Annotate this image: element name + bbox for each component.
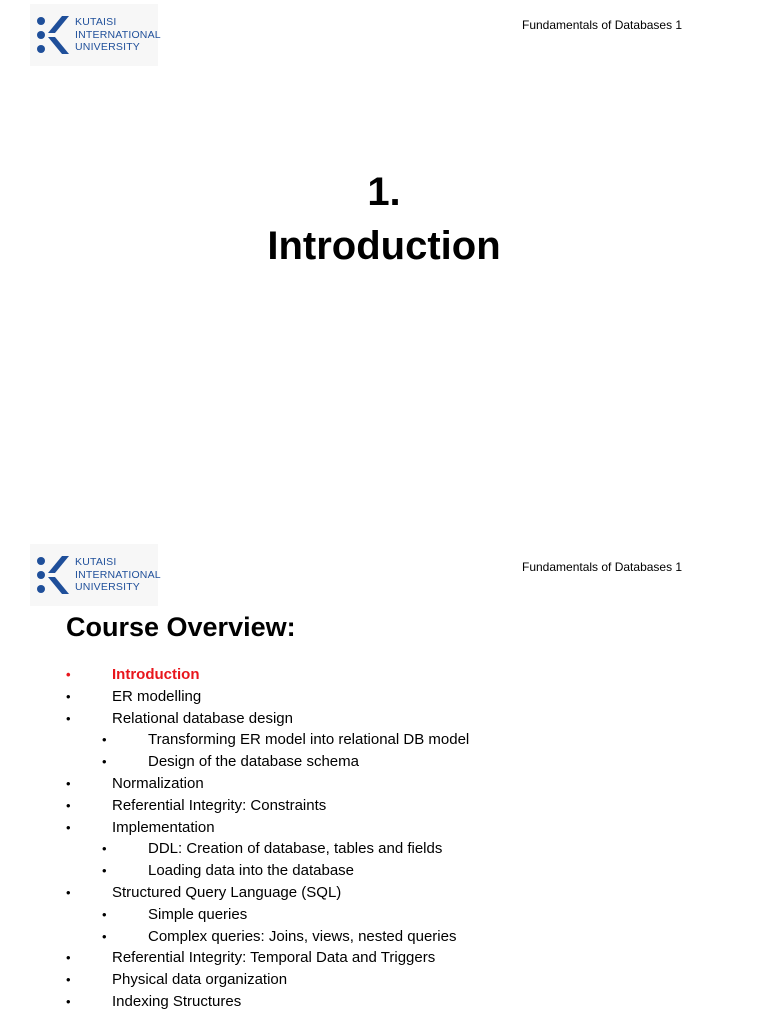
university-logo xyxy=(30,544,161,606)
bullet-icon: • xyxy=(66,667,71,682)
chapter-number: 1. xyxy=(367,170,401,214)
outline-item-text: Referential Integrity: Constraints xyxy=(112,796,327,814)
outline-item-text: Transforming ER model into relational DB model xyxy=(148,731,470,749)
kiu-logo-icon xyxy=(36,14,72,56)
outline-item-text: Implementation xyxy=(112,818,215,836)
bullet-icon: • xyxy=(102,754,107,770)
outline-item-text: ER modelling xyxy=(112,687,202,705)
logo-line-1: KUTAISI xyxy=(75,556,117,568)
course-name-header: Fundamentals of Databases 1 xyxy=(522,560,683,574)
logo-text xyxy=(75,556,161,594)
chapter-title: Introduction xyxy=(267,224,501,268)
logo-line-3: UNIVERSITY xyxy=(75,41,141,53)
outline-item-text: Introduction xyxy=(112,666,200,683)
bullet-icon: • xyxy=(102,906,107,922)
bullet-icon: • xyxy=(102,732,107,748)
bullet-icon: • xyxy=(66,993,71,1009)
logo-text xyxy=(75,16,161,54)
bullet-icon: • xyxy=(102,841,107,857)
bullet-icon: • xyxy=(66,972,71,988)
outline-item-text: Structured Query Language (SQL) xyxy=(112,883,342,901)
outline-item-text: Indexing Structures xyxy=(112,992,242,1010)
bullet-icon: • xyxy=(66,710,71,726)
logo-line-3: UNIVERSITY xyxy=(75,581,141,593)
slide-2 xyxy=(0,540,768,1024)
bullet-icon: • xyxy=(102,863,107,879)
course-overview-title: Course Overview: xyxy=(66,612,296,642)
university-logo xyxy=(30,4,161,66)
outline-item-text: Simple queries xyxy=(148,905,248,923)
outline-item-text: Loading data into the database xyxy=(148,862,355,880)
bullet-icon: • xyxy=(66,819,71,835)
bullet-icon: • xyxy=(66,797,71,813)
outline-item-text: Relational database design xyxy=(112,709,293,727)
kiu-logo-icon xyxy=(36,554,72,596)
outline-item-text: Physical data organization xyxy=(112,971,288,989)
bullet-icon: • xyxy=(66,688,71,704)
logo-line-2: INTERNATIONAL xyxy=(75,568,161,581)
outline-item-text: Referential Integrity: Temporal Data and Triggers xyxy=(112,949,436,967)
logo-line-1: KUTAISI xyxy=(75,16,117,28)
logo-line-2: INTERNATIONAL xyxy=(75,28,161,41)
course-name-header: Fundamentals of Databases 1 xyxy=(522,18,683,32)
outline-item-text: Complex queries: Joins, views, nested queries xyxy=(148,927,457,945)
bullet-icon: • xyxy=(66,775,71,791)
bullet-icon: • xyxy=(66,950,71,966)
outline-item-text: Design of the database schema xyxy=(148,753,359,771)
bullet-icon: • xyxy=(66,884,71,900)
slide-title xyxy=(0,165,768,273)
outline-item-text: Normalization xyxy=(112,774,204,792)
outline-item-text: DDL: Creation of database, tables and fields xyxy=(148,840,443,858)
bullet-icon: • xyxy=(102,928,107,944)
